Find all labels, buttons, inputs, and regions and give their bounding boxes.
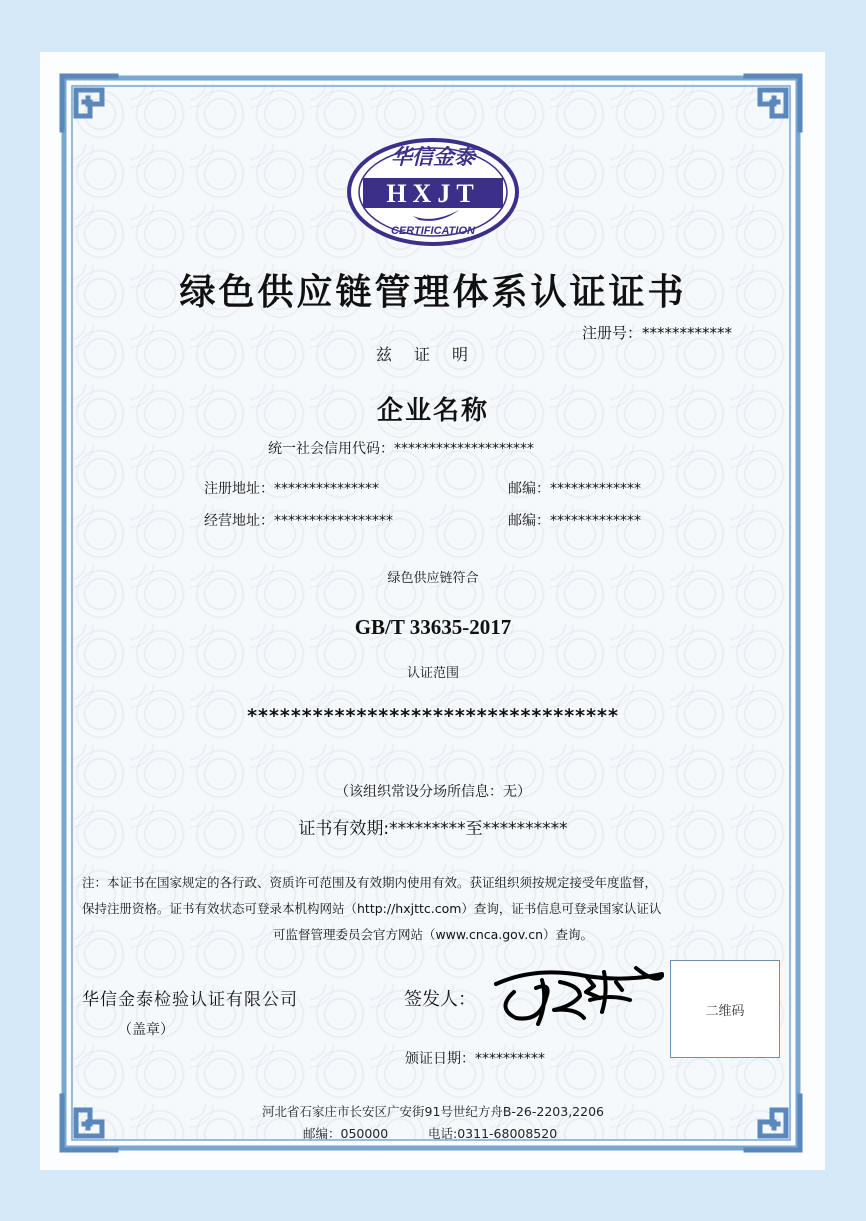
footer-address: 河北省石家庄市长安区广安街91号世纪方舟B-26-2203,2206 [261,1104,604,1119]
issue-date: 颁证日期：********** [405,1051,545,1067]
issuer-company: 华信金泰检验认证有限公司 [82,990,298,1010]
logo-sub: CERTIFICATION [391,225,475,237]
signer-label: 签发人： [404,989,476,1010]
qr-label: 二维码 [705,1003,745,1019]
qr-code-placeholder [670,960,780,1058]
hxjt-logo [343,130,523,248]
footer-postcode: 邮编：050000 [303,1126,389,1141]
signature-image [486,962,666,1026]
registration-number: 注册号：************ [582,324,733,342]
certificate-title: 绿色供应链管理体系认证证书 [179,271,687,313]
footer-telephone: 电话:0311-68008520 [428,1126,558,1141]
note-line-3: 可监督管理委员会官方网站（www.cnca.gov.cn）查询。 [272,927,594,942]
note-line-1: 注：本证书在国家规定的各行政、资质许可范围及有效期内使用有效。获证组织须按规定接受年度监督， [82,875,658,890]
note-line-2: 保持注册资格。证书有效状态可登录本机构网站（http://hxjttc.com）查询，证书信息可登录国家认证认 [82,901,662,916]
standard-code: GB/T 33635-2017 [354,615,512,639]
registered-postcode: 邮编：************* [508,481,641,497]
business-address: 经营地址：***************** [204,513,393,529]
branch-info: （该组织常设分场所信息：无） [335,784,531,800]
business-postcode: 邮编：************* [508,513,641,529]
credit-code: 统一社会信用代码：******************** [268,441,534,457]
seal-text: （盖章） [118,1022,174,1038]
scope-label: 认证范围 [406,666,459,681]
validity-period: 证书有效期:*********至********** [298,819,568,839]
conform-text: 绿色供应链符合 [387,571,479,586]
company-name: 企业名称 [376,396,489,426]
certify-text: 兹证明 [376,345,491,364]
registered-address: 注册地址：*************** [204,481,379,497]
logo-abbr: HXJT [386,179,480,208]
logo-cn-name: 华信金泰 [391,145,475,169]
scope-value: ********************************** [247,705,619,727]
